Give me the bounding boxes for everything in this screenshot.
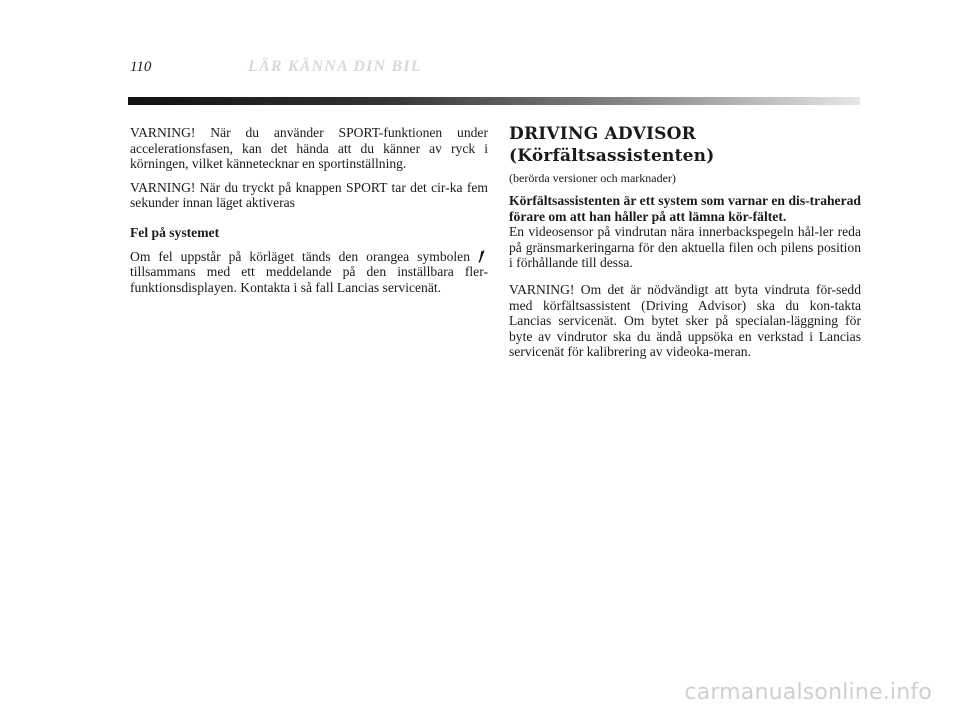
warning-sport-button: VARNING! När du tryckt på knappen SPORT tar det cir-ka fem sekunder innan läget aktiveras: [130, 179, 488, 211]
header-rule: [128, 97, 860, 105]
watermark: carmanualsonline.info: [684, 680, 932, 705]
right-column: [509, 125, 861, 368]
warning-windshield: VARNING! Om det är nödvändigt att byta vindruta för-sedd med körfältsassistent (Driving Advisor) ska du kon-takta Lancias servicenät. Om bytet sker på specialan-läggning för byte av vindrutor ska du ändå uppsöka en verkstad i Lancias servicenät för kalibrering av videoka-meran.: [509, 281, 861, 360]
sensor-paragraph: En videosensor på vindrutan nära innerbackspegeln hål-ler reda på gränsmarkeringarna för den aktuella filen och pilens position i förhållande till dessa.: [509, 224, 861, 271]
section-title: [509, 123, 861, 167]
fault-text-before-icon: Om fel uppstår på körläget tänds den orangea symbolen: [130, 248, 471, 264]
lead-paragraph: Körfältsassistenten är ett system som varnar en dis-traherad förare om att han håller på att lämna kör-fältet.: [509, 193, 861, 224]
left-column: [130, 125, 488, 303]
warning-sport-acceleration: VARNING! När du använder SPORT-funktionen under accelerationsfasen, kan det hända att du känner av ryck i körningen, vilket kännetecknar en sportinställning.: [130, 125, 488, 172]
lane-departure-warning-icon: [478, 250, 485, 263]
section-subtitle: (berörda versioner och marknader): [509, 171, 676, 185]
running-title: LÄR KÄNNA DIN BIL: [248, 58, 422, 75]
section-title-line2: (Körfältsassistenten): [509, 146, 715, 166]
section-heading-system-fault: Fel på systemet: [130, 224, 220, 240]
section-title-line1: DRIVING ADVISOR: [509, 124, 696, 144]
fault-paragraph: [130, 249, 488, 296]
page-number: 110: [130, 59, 152, 75]
fault-text-after-icon: tillsammans med ett meddelande på den inställbara fler-funktionsdisplayen. Kontakta i så fall Lancias servicenät.: [130, 264, 488, 295]
